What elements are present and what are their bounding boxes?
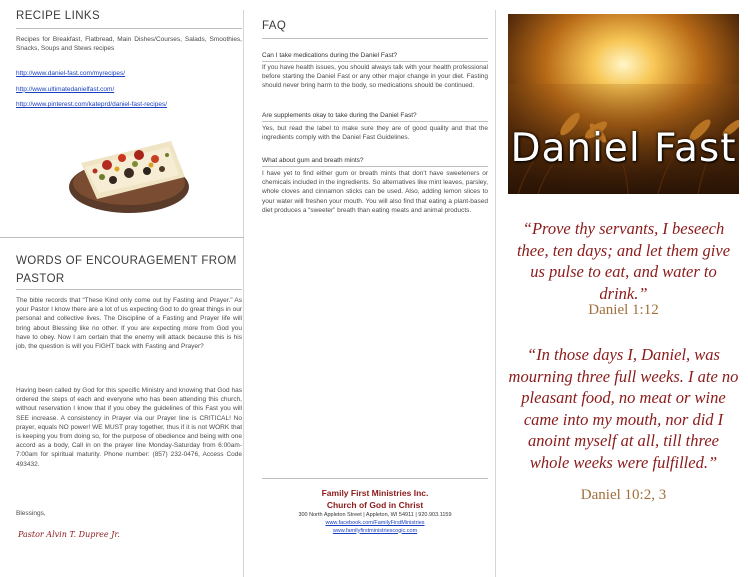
- divider: [16, 289, 242, 290]
- faq-question: Are supplements okay to take during the Daniel Fast?: [262, 112, 417, 119]
- address: 300 North Appleton Street | Appleton, WI 54911 | 920.903.1159: [298, 512, 452, 518]
- divider: [262, 478, 488, 479]
- divider: [16, 28, 242, 29]
- cover-title: Daniel Fast: [510, 126, 737, 171]
- faq-answer: Yes, but read the label to make sure they are of good quality and that the ingredients comply with the Daniel Fast Guidelines.: [262, 125, 488, 142]
- bible-verse: “In those days I, Daniel, was mourning three full weeks. I ate no pleasant food, no meat or wine came into my mouth, nor did I anoint myself at all, till three whole weeks were fulfilled.”: [508, 345, 739, 472]
- divider: [0, 237, 244, 238]
- facebook-link[interactable]: www.facebook.com/FamilyFirstMinistries: [325, 520, 425, 526]
- recipe-intro: Recipes for Breakfast, Flatbread, Main Dishes/Courses, Salads, Smoothies, Snacks, Soups and Stews recipes: [16, 36, 242, 53]
- faq-answer: If you have health issues, you should always talk with your health professional before starting the Daniel Fast or any other major change in your diet. Fasting should never bring harm to the body, so medications should be continued.: [262, 64, 488, 90]
- cover-image: [508, 14, 739, 194]
- recipe-link-daniel-fast[interactable]: http://www.daniel-fast.com/myrecipes/: [16, 70, 126, 77]
- encouragement-heading: WORDS OF ENCOURAGEMENT FROM PASTOR: [16, 255, 237, 285]
- bible-verse: “Prove thy servants, I beseech thee, ten days; and let them give us pulse to eat, and water to drink.”: [516, 219, 731, 303]
- pastor-signature: Pastor Alvin T. Dupree Jr.: [18, 530, 120, 539]
- website-link[interactable]: www.familyfirstministriescogic.com: [332, 527, 418, 534]
- divider: [262, 166, 488, 167]
- recipe-links-heading: RECIPE LINKS: [16, 10, 101, 22]
- faq-question: Can I take medications during the Daniel Fast?: [262, 52, 398, 59]
- faq-question: What about gum and breath mints?: [262, 157, 364, 164]
- verse-reference: Daniel 10:2, 3: [580, 487, 667, 503]
- encouragement-paragraph: Having been called by God for this specific Ministry and knowing that God has ordered the steps of each and everyone who has been attending this church, without reservation I know that if you obey the guidelines of this Fast you will SEE increase. A consistency in Prayer via our Prayer line is CRITICAL! No prayer, equals NO power! WE MUST pray together, thus if it is not WORK that is keeping you from doing so, for the purpose of obedience and being with one accord as a body, Call in on the prayer line Monday-Saturday from 6:00am-7:00am for spiritual maturity. Phone number: (857) 232-0476, Access Code 493432.: [16, 387, 242, 468]
- divider: [262, 121, 488, 122]
- food-photo: [67, 125, 192, 217]
- org-name: Family First Ministries Inc.: [321, 488, 429, 498]
- church-name: Church of God in Christ: [326, 500, 424, 510]
- divider: [262, 61, 488, 62]
- recipe-link-ultimate-daniel-fast[interactable]: http://www.ultimatedanielfast.com/: [16, 85, 115, 93]
- faq-heading: FAQ: [262, 20, 287, 32]
- divider: [262, 38, 488, 39]
- recipe-link-list: [16, 69, 167, 116]
- encouragement-paragraph: The bible records that “These Kind only come out by Fasting and Prayer.” As your Pastor I know there are a lot of us expecting God to do great things in our personal and collective lives. The Discipline of a Fasting and Prayer life will bring about Blessing like no other. If you are expecting more from God you have to obey. Now I am certain that the enemy will attack because this is his job, the question is will you FIGHT back with Fasting and Prayer?: [16, 297, 242, 351]
- faq-answer: I have yet to find either gum or breath mints that don’t have sweeteners or chemicals included in the ingredients. So alternatives like mint leaves, parsley, whole cloves and cinnamon sticks can be used. Also, adding lemon slices to your water will freshen your mouth. You will also find that eating a plant-based diet produces a “sweeter” breath than eating meats and animal products.: [262, 170, 488, 214]
- ministry-footer: [262, 487, 488, 535]
- recipe-link-pinterest[interactable]: http://www.pinterest.com/kateprd/daniel-fast-recipes/: [16, 101, 168, 108]
- closing-text: Blessings,: [16, 510, 46, 517]
- verse-reference: Daniel 1:12: [588, 302, 659, 318]
